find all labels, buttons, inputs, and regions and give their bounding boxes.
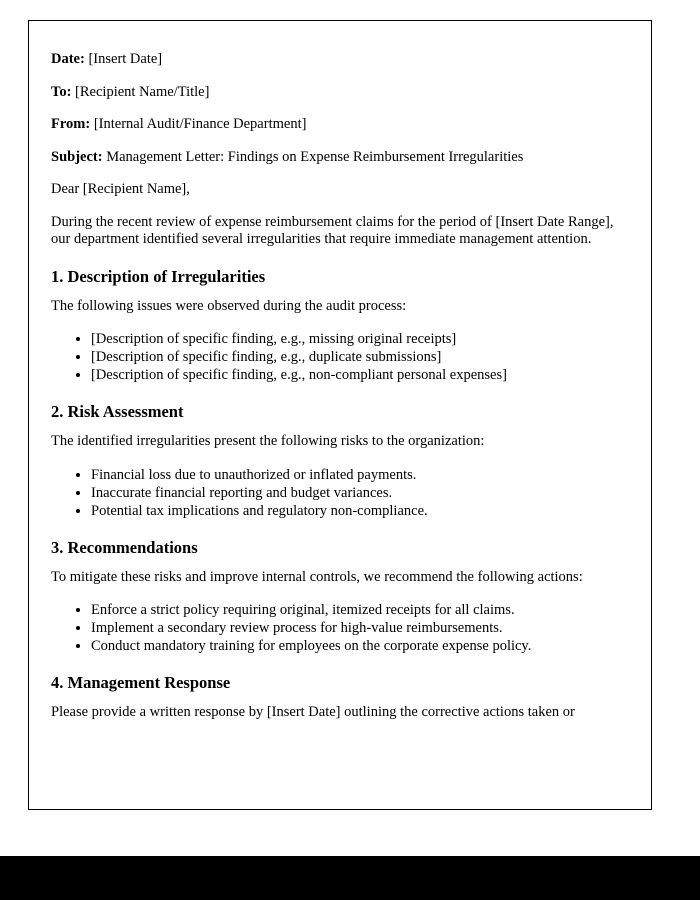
section-heading-3: 3. Recommendations	[51, 537, 198, 557]
field-from-value: [Internal Audit/Finance Department]	[90, 116, 307, 132]
field-subject	[51, 149, 629, 167]
section-lead-2: The identified irregularities present the following risks to the organization:	[51, 433, 485, 449]
salutation: Dear [Recipient Name],	[51, 181, 190, 197]
section-heading-1: 1. Description of Irregularities	[51, 266, 266, 286]
bullet-item: • Financial loss due to unauthorized or inflated payments.	[91, 466, 629, 484]
bullet-item: • Inaccurate financial reporting and budget variances.	[91, 484, 629, 502]
section-lead-3: To mitigate these risks and improve internal controls, we recommend the following actions:	[51, 568, 583, 585]
section-heading-2: 2. Risk Assessment	[51, 402, 184, 421]
bullet-item: • Potential tax implications and regulatory non-compliance.	[91, 502, 629, 520]
bullet-list-3	[91, 601, 629, 655]
bullet-item: • Enforce a strict policy requiring original, itemized receipts for all claims.	[91, 601, 629, 619]
field-date-label: Date:	[51, 51, 85, 67]
field-from	[51, 116, 629, 134]
bullet-item: • Implement a secondary review process for high-value reimbursements.	[91, 619, 629, 637]
bullet-item: • [Description of specific finding, e.g., non-compliant personal expenses]	[91, 366, 629, 384]
bullet-item: • [Description of specific finding, e.g., duplicate submissions]	[91, 348, 629, 366]
closing-paragraph-clipped: Please provide a written response by [Insert Date] outlining the corrective actions taken or	[51, 704, 575, 720]
field-subject-label: Subject:	[51, 148, 103, 165]
field-to-value: [Recipient Name/Title]	[71, 83, 210, 100]
field-date	[51, 51, 629, 69]
bottom-black-bar	[0, 856, 700, 900]
field-to-label: To:	[51, 83, 72, 100]
field-to	[51, 84, 629, 102]
bullet-item: • [Description of specific finding, e.g., missing original receipts]	[91, 330, 629, 348]
section-lead-1: The following issues were observed during the audit process:	[51, 297, 407, 314]
bullet-list-1	[91, 330, 629, 384]
section-heading-4: 4. Management Response	[51, 673, 231, 692]
bullet-item: • Conduct mandatory training for employees on the corporate expense policy.	[91, 637, 629, 655]
field-date-value: [Insert Date]	[84, 51, 163, 67]
intro-paragraph: During the recent review of expense reimbursement claims for the period of [Insert Date Range], our department identified several irregularities that require immediate management attention.	[51, 213, 614, 247]
field-subject-value: Management Letter: Findings on Expense Reimbursement Irregularities	[102, 148, 524, 165]
letter-page	[28, 20, 652, 810]
field-from-label: From:	[51, 116, 91, 132]
bullet-list-2	[91, 466, 629, 520]
